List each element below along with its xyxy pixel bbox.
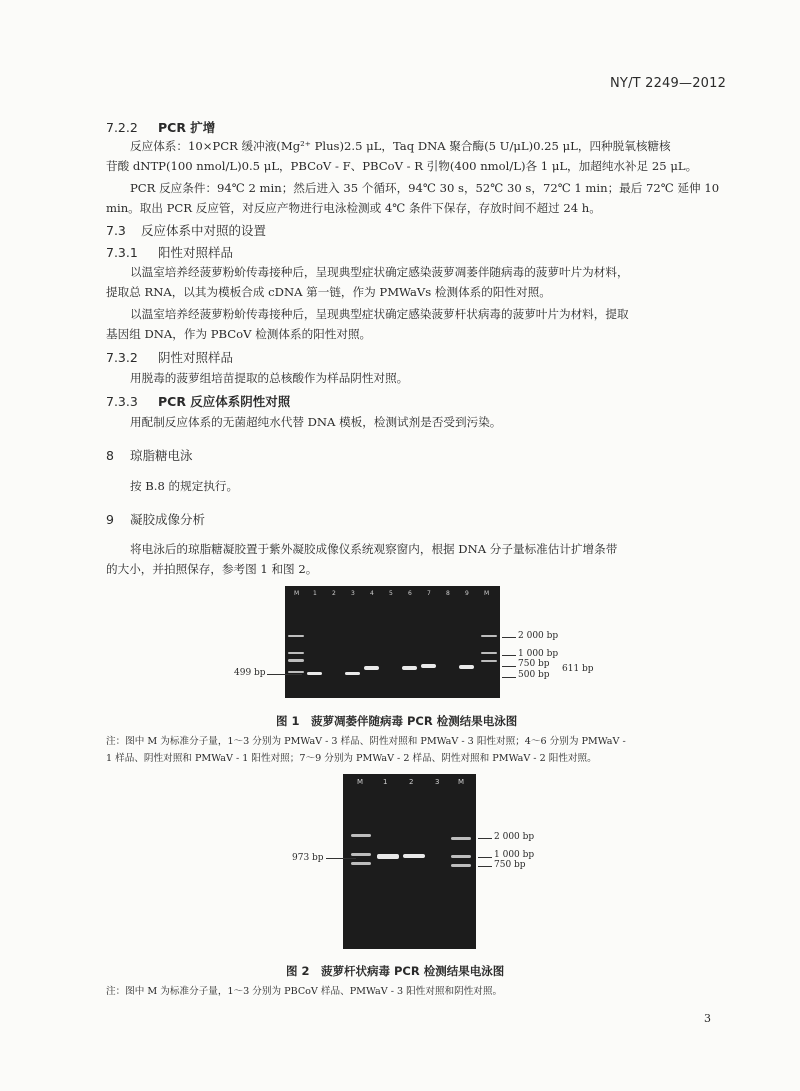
marker-label: 2 000 bp (518, 631, 559, 641)
sample-band (307, 672, 322, 675)
heading-7-3-1 (106, 243, 233, 261)
lane-label: 7 (427, 590, 431, 597)
lane-label: 2 (332, 590, 336, 597)
page-number: 3 (704, 1012, 711, 1025)
text-line: 以温室培养经菠萝粉蚧传毒接种后，呈现典型症状确定感染菠萝杆状病毒的菠萝叶片为材料，提取 (130, 307, 629, 321)
text-line: 基因组 DNA，作为 PBCoV 检测体系的阳性对照。 (106, 327, 372, 341)
marker-band (451, 855, 471, 858)
figure1-caption: 图 1 菠萝凋萎伴随病毒 PCR 检测结果电泳图 (276, 714, 518, 728)
figure2-caption: 图 2 菠萝杆状病毒 PCR 检测结果电泳图 (286, 964, 505, 978)
note-line: 注：图中 M 为标准分子量，1～3 分别为 PMWaV - 3 样品、阴性对照和 PMWaV - 3 阳性对照；4～6 分别为 PMWaV - (106, 736, 626, 747)
lane-label: 1 (383, 778, 388, 786)
lane-label: M (458, 778, 465, 786)
sample-band (364, 666, 379, 670)
paragraph-positive-pmwav (106, 262, 726, 302)
text-line: 反应体系：10×PCR 缓冲液(Mg²⁺ Plus)2.5 μL，Taq DNA 聚合酶(5 U/μL)0.25 μL，四种脱氧核糖核 (130, 139, 671, 153)
lane-label: 5 (389, 590, 393, 597)
heading-7-2-2 (106, 118, 215, 136)
section-title: 阳性对照样品 (158, 245, 234, 260)
paragraph-gel-imaging (106, 539, 726, 579)
heading-9 (106, 510, 205, 528)
marker-label: 750 bp (518, 659, 550, 669)
lane-label: 6 (408, 590, 412, 597)
marker-label: 1 000 bp (494, 850, 535, 860)
text-line: 提取总 RNA，以其为模板合成 cDNA 第一链，作为 PMWaVs 检测体系的阳性对照。 (106, 285, 551, 299)
marker-band (481, 635, 497, 637)
text-line: 的大小，并拍照保存，参考图 1 和图 2。 (106, 562, 318, 576)
heading-7-3-2 (106, 348, 233, 366)
marker-band (451, 864, 471, 867)
note-line: 1 样品、阴性对照和 PMWaV - 1 阳性对照；7～9 分别为 PMWaV - 2 样品、阴性对照和 PMWaV - 2 阳性对照。 (106, 753, 597, 764)
marker-band (288, 635, 304, 637)
arrow-line (267, 674, 302, 675)
figure1-right-size-label: 611 bp (562, 664, 594, 674)
section-number: 8 (106, 448, 114, 463)
lane-label: 1 (313, 590, 317, 597)
marker-band (351, 862, 371, 865)
paragraph-pcr-conditions (106, 178, 726, 218)
section-title: 反应体系中对照的设置 (141, 223, 267, 238)
sample-band (459, 665, 474, 669)
lane-label: 3 (435, 778, 440, 786)
text-line: PCR 反应条件：94℃ 2 min；然后进入 35 个循环，94℃ 30 s，52℃ 30 s，72℃ 1 min；最后 72℃ 延伸 10 (130, 181, 720, 195)
marker-band (351, 853, 371, 856)
paragraph-reaction-system (106, 136, 726, 176)
section-number: 7.3.2 (106, 350, 138, 365)
arrow-line (502, 637, 516, 638)
text-line: 将电泳后的琼脂糖凝胶置于紫外凝胶成像仪系统观察窗内，根据 DNA 分子量标准估计扩增条带 (130, 542, 618, 556)
arrow-line (326, 858, 356, 859)
lane-label: 3 (351, 590, 355, 597)
section-number: 7.2.2 (106, 120, 138, 135)
marker-label: 500 bp (518, 670, 550, 680)
marker-label: 1 000 bp (518, 649, 559, 659)
lane-label: 8 (446, 590, 450, 597)
arrow-line (502, 666, 516, 667)
lane-label: 2 (409, 778, 414, 786)
paragraph-negative: 用脱毒的菠萝组培苗提取的总核酸作为样品阴性对照。 (130, 371, 409, 385)
arrow-line (478, 838, 492, 839)
arrow-line (502, 655, 516, 656)
marker-label: 750 bp (494, 860, 526, 870)
marker-band (288, 652, 304, 654)
figure1-left-size-label: 499 bp (234, 668, 266, 678)
marker-band (288, 671, 304, 673)
figure2-gel-image (343, 774, 476, 949)
sample-band (421, 664, 436, 668)
section-title: PCR 扩增 (158, 120, 216, 135)
sample-band (377, 854, 399, 859)
arrow-line (478, 857, 492, 858)
section-number: 9 (106, 512, 114, 527)
marker-band (451, 837, 471, 840)
paragraph-electrophoresis: 按 B.8 的规定执行。 (130, 479, 239, 493)
paragraph-blank-control: 用配制反应体系的无菌超纯水代替 DNA 模板，检测试剂是否受到污染。 (130, 415, 502, 429)
figure2-note: 注：图中 M 为标准分子量，1～3 分别为 PBCoV 样品、PMWaV - 3 阳性对照和阴性对照。 (106, 986, 503, 997)
lane-label: M (294, 590, 300, 597)
figure1-note (106, 733, 726, 767)
text-line: 苷酸 dNTP(100 nmol/L)0.5 μL，PBCoV - F、PBCoV - R 引物(400 nmol/L)各 1 μL，加超纯水补足 25 μL。 (106, 159, 698, 173)
lane-label: M (357, 778, 364, 786)
text-line: min。取出 PCR 反应管，对反应产物进行电泳检测或 4℃ 条件下保存，存放时间不超过 24 h。 (106, 201, 601, 215)
section-title: PCR 反应体系阴性对照 (158, 394, 291, 409)
arrow-line (502, 677, 516, 678)
section-number: 7.3.3 (106, 394, 138, 409)
section-number: 7.3 (106, 223, 126, 238)
marker-band (481, 652, 497, 654)
section-title: 琼脂糖电泳 (130, 448, 193, 463)
heading-7-3 (106, 221, 266, 239)
sample-band (402, 666, 417, 670)
marker-band (481, 660, 497, 662)
section-number: 7.3.1 (106, 245, 138, 260)
paragraph-positive-pbcov (106, 304, 726, 344)
section-title: 凝胶成像分析 (130, 512, 206, 527)
marker-band (351, 834, 371, 837)
figure2-left-size-label: 973 bp (292, 853, 324, 863)
arrow-line (478, 866, 492, 867)
heading-8 (106, 446, 193, 464)
lane-label: M (484, 590, 490, 597)
section-title: 阴性对照样品 (158, 350, 234, 365)
marker-band (288, 659, 304, 662)
standard-code: NY/T 2249—2012 (610, 76, 727, 91)
sample-band (403, 854, 425, 858)
text-line: 以温室培养经菠萝粉蚧传毒接种后，呈现典型症状确定感染菠萝凋萎伴随病毒的菠萝叶片为材料， (130, 265, 629, 279)
marker-label: 2 000 bp (494, 832, 535, 842)
figure1-gel-image (285, 586, 500, 698)
lane-label: 9 (465, 590, 469, 597)
heading-7-3-3 (106, 392, 290, 410)
lane-label: 4 (370, 590, 374, 597)
sample-band (345, 672, 360, 675)
